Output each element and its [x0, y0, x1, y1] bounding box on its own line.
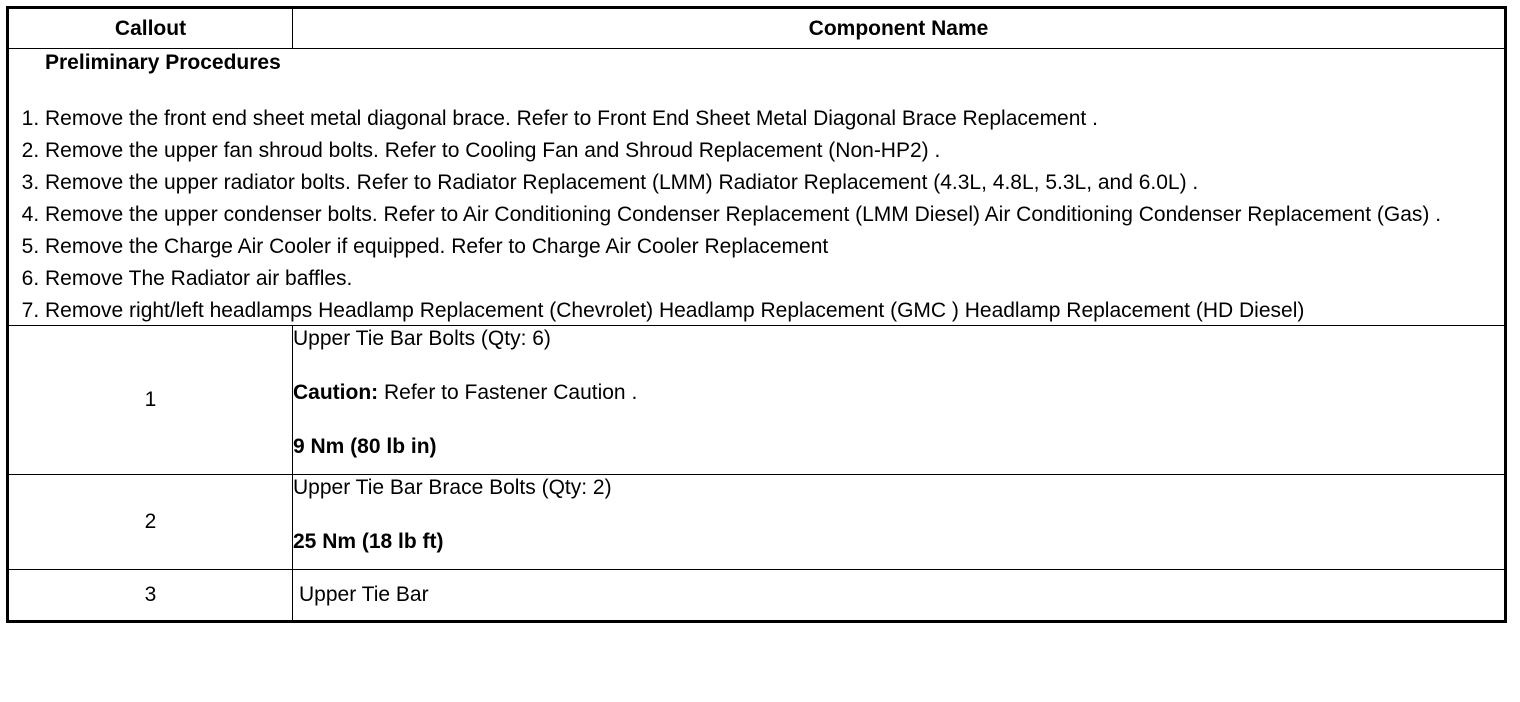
step-item: 1. Remove the front end sheet metal diagonal brace. Refer to Front End Sheet Metal Diagonal Brace Replacement .	[45, 105, 1504, 133]
step-item: 5. Remove the Charge Air Cooler if equipped. Refer to Charge Air Cooler Replacement	[45, 233, 1504, 261]
preliminary-cell	[8, 49, 1506, 326]
table-row	[8, 475, 1506, 570]
caution-note	[293, 380, 1504, 406]
callout-number: 1	[8, 326, 293, 475]
callout-number: 2	[8, 475, 293, 570]
torque-spec: 25 Nm (18 lb ft)	[293, 530, 444, 553]
caution-label: Caution:	[293, 381, 379, 404]
step-item: 3. Remove the upper radiator bolts. Refer to Radiator Replacement (LMM) Radiator Replacement (4.3L, 4.8L, 5.3L, and 6.0L) .	[45, 169, 1504, 197]
preliminary-steps	[9, 105, 1504, 325]
step-item: 4. Remove the upper condenser bolts. Refer to Air Conditioning Condenser Replacement (LMM Diesel) Air Conditioning Condenser Replacement (Gas) .	[45, 201, 1504, 229]
component-cell	[293, 570, 1506, 622]
step-item: 7. Remove right/left headlamps Headlamp Replacement (Chevrolet) Headlamp Replacement (GMC ) Headlamp Replacement (HD Diesel)	[45, 297, 1504, 325]
caution-text: Refer to Fastener Caution .	[378, 381, 638, 404]
step-item: 2. Remove the upper fan shroud bolts. Refer to Cooling Fan and Shroud Replacement (Non-HP2) .	[45, 137, 1504, 165]
component-name: Upper Tie Bar Bolts (Qty: 6)	[293, 327, 551, 350]
component-cell	[293, 326, 1506, 475]
torque-spec: 9 Nm (80 lb in)	[293, 435, 437, 458]
component-cell	[293, 475, 1506, 570]
component-name: Upper Tie Bar	[299, 583, 429, 606]
component-table	[6, 6, 1507, 623]
callout-header: Callout	[8, 8, 293, 49]
callout-number: 3	[8, 570, 293, 622]
component-name: Upper Tie Bar Brace Bolts (Qty: 2)	[293, 476, 612, 499]
table-row	[8, 570, 1506, 622]
header-row	[8, 8, 1506, 49]
step-item: 6. Remove The Radiator air baffles.	[45, 265, 1504, 293]
component-name-header: Component Name	[293, 8, 1506, 49]
preliminary-row	[8, 49, 1506, 326]
table-row	[8, 326, 1506, 475]
preliminary-title: Preliminary Procedures	[45, 51, 281, 74]
